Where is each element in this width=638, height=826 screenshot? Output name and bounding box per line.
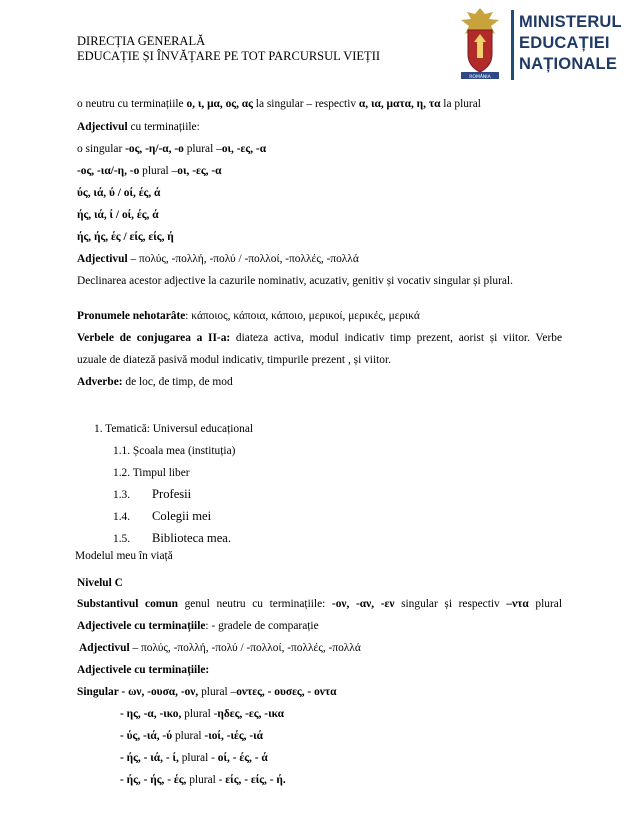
topic-item: 1.1. Școala mea (instituția) xyxy=(113,445,236,457)
endings-row: - ύς, -ιά, -ύ plural -ιοί, -ιές, -ιά xyxy=(120,730,264,742)
ministry-name xyxy=(519,12,622,75)
passive-verbs-line: uzuale de diateză pasivă modul indicativ, timpurile prezent , și viitor. xyxy=(77,354,391,366)
endings-row: - ής, - ής, - ές, plural - είς, - είς, - ή. xyxy=(120,774,286,786)
adjective-endings-2: -ος, -ια/-η, -ο plural –οι, -ες, -α xyxy=(77,165,222,177)
topic-footnote: Modelul meu în viață xyxy=(75,550,173,562)
topic-heading: 1. Tematică: Universul educațional xyxy=(94,423,254,435)
endings-row: - ής, - ιά, - ί, plural - οί, - ές, - ά xyxy=(120,752,268,764)
ministry-name-line-2: EDUCAȚIEI xyxy=(519,34,610,52)
declension-line: Declinarea acestor adjective la cazurile nominativ, acuzativ, genitiv și vocativ singular și plural. xyxy=(77,275,513,287)
logo-divider xyxy=(511,10,514,80)
topic-item: 1.2. Timpul liber xyxy=(113,467,190,479)
adverbs-line: Adverbe: de loc, de timp, de mod xyxy=(77,376,233,388)
neutral-endings-line: o neutru cu terminațiile ο, ι, μα, ος, ας la singular – respectiv α, ια, ματα, η, τα la plural xyxy=(77,98,481,110)
adjective-polys-line-2: Adjectivul – πολύς, -πολλή, -πολύ / -πολλοί, -πολλές, -πολλά xyxy=(79,642,361,654)
topic-item-label: Profesii xyxy=(152,487,192,501)
adjective-endings-4: ής, ιά, ί / οί, ές, ά xyxy=(77,209,159,221)
participle-endings-line: Singular - ων, -ουσα, -ον, plural –οντες, - ουσες, - οντα xyxy=(77,686,337,698)
ministry-name-line-1: MINISTERUL xyxy=(519,13,622,31)
ministry-logo xyxy=(455,6,633,84)
comparison-line: Adjectivele cu terminațiile: - gradele de comparație xyxy=(77,620,319,632)
topic-item-label: Colegii mei xyxy=(152,509,212,523)
topic-item: 1.4. xyxy=(113,511,131,523)
header-line-1: DIRECȚIA GENERALĂ xyxy=(77,34,206,48)
adjective-polys-line: Adjectivul – πολύς, -πολλή, -πολύ / -πολλοί, -πολλές, -πολλά xyxy=(77,253,359,265)
common-noun-line: Substantivul comun genul neutru cu terminațiile: -ον, -αν, -εν singular și respectiv –ντα plural xyxy=(77,598,562,610)
header-institution xyxy=(77,34,380,64)
topic-item: 1.5. xyxy=(113,533,131,545)
adjective-endings-5: ής, ής, ές / είς, είς, ή xyxy=(77,231,174,243)
adjective-endings-3: ύς, ιά, ύ / οί, ές, ά xyxy=(77,187,161,199)
adjective-heading: Adjectivul cu terminațiile: xyxy=(77,121,200,133)
indefinite-pronouns-line: Pronumele nehotarâte: κάποιος, κάποια, κάποιο, μερικοί, μερικές, μερικά xyxy=(77,310,420,322)
adjective-endings-heading: Adjectivele cu terminațiile: xyxy=(77,664,210,676)
topic-item-label: Biblioteca mea. xyxy=(152,531,232,545)
coat-of-arms-icon xyxy=(455,6,505,84)
header-line-2: EDUCAȚIE ȘI ÎNVĂȚARE PE TOT PARCURSUL VIEȚII xyxy=(77,49,381,63)
level-c-heading: Nivelul C xyxy=(77,577,123,589)
verbs-line: Verbele de conjugarea a II-a: diateza activa, modul indicativ timp prezent, aorist și viitor. Verbe xyxy=(77,332,562,344)
endings-row: - ης, -α, -ικο, plural -ηδες, -ες, -ικα xyxy=(120,708,284,720)
ministry-name-line-3: NAȚIONALE xyxy=(519,55,618,73)
adjective-endings-1: o singular -ος, -η/-α, -ο plural –οι, -ες, -α xyxy=(77,143,267,155)
crest-text: ROMÂNIA xyxy=(469,75,491,80)
topic-item: 1.3. xyxy=(113,489,131,501)
